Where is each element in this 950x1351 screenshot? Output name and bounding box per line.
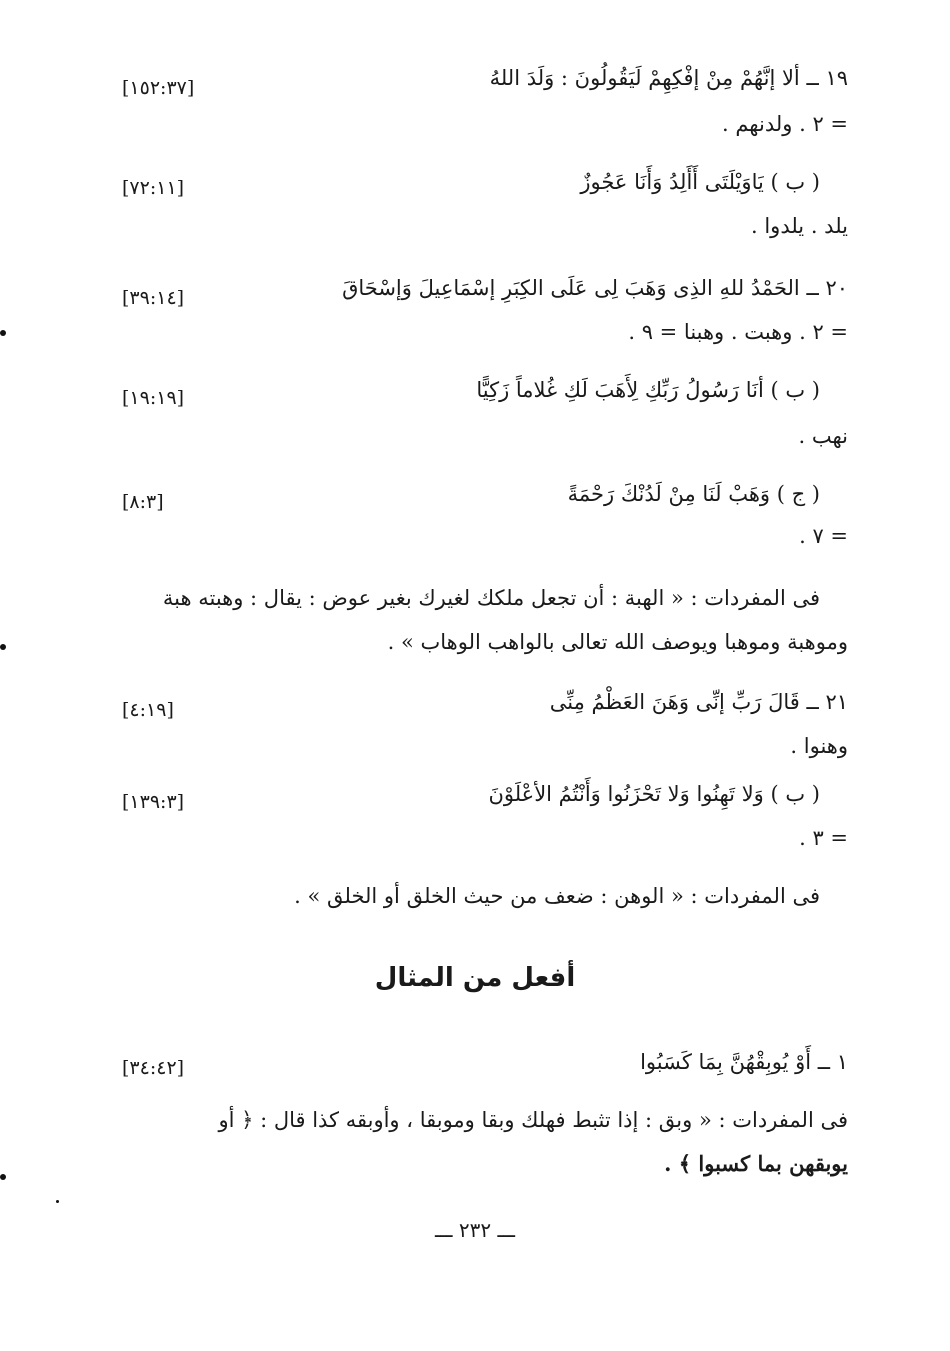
note-line: = ٧ . [799,524,848,548]
verse-reference: [٣٩:١٤] [122,287,185,309]
note-line: = ٣ . [799,826,848,850]
verse-reference: [٨:٣] [122,491,164,513]
verse-reference: [١٩:١٩] [122,387,185,409]
commentary-line: فى المفردات : « وبق : إذا تثبط فهلك وبقا وموبقا ، وأوبقه كذا قال : ﴿ أو [218,1108,848,1132]
note-line: = ٢ . وهبت . وهبنا = ٩ . [628,320,848,344]
verse-line: ٢١ ــ قَالَ رَبِّ إنِّى وَهَنَ العَظْمُ مِنِّى [549,690,848,714]
scan-mark [56,1200,59,1203]
verse-line: ( ج ) وَهَبْ لَنَا مِنْ لَدُنْكَ رَحْمَةً [567,482,820,506]
note-line: وهنوا . [790,734,848,758]
scan-mark [0,330,6,336]
section-heading: أفعل من المثال [374,963,576,993]
commentary-line: فى المفردات : « الهبة : أن تجعل ملكك لغيرك بغير عوض : يقال : وهبته هبة [162,586,820,610]
scan-mark [0,644,6,650]
commentary-line: فى المفردات : « الوهن : ضعف من حيث الخلق أو الخلق » . [294,884,820,908]
verse-reference: [١٥٢:٣٧] [122,77,195,99]
verse-line: ( ب ) أنَا رَسُولُ رَبِّكِ لِأَهَبَ لَكِ غُلاماً زَكِيًّا [476,378,820,402]
verse-reference: [٣٤:٤٢] [122,1057,185,1079]
verse-line: ١٩ ــ ألا إنَّهُمْ مِنْ إفْكِهِمْ لَيَقُولُونَ : وَلَدَ اللهُ [489,66,848,90]
verse-reference: [١٣٩:٣] [122,791,185,813]
note-line: = ٢ . ولدنهم . [721,112,848,136]
verse-line: ( ب ) وَلا تَهِنُوا وَلا تَحْزَنُوا وَأَنْتُمُ الأعْلَوْنَ [488,782,820,806]
page-number: ـــ ٢٣٢ ـــ [434,1218,516,1242]
scan-mark [0,1174,6,1180]
verse-line: ( ب ) يَاوَيْلَتَى أَأَلِدُ وَأَنَا عَجُوزٌ [580,170,820,194]
verse-line: ١ ــ أَوْ يُوبِقْهُنَّ بِمَا كَسَبُوا [640,1050,848,1074]
verse-reference: [٧٢:١١] [122,177,185,199]
commentary-line: وموهبة وموهبا ويوصف الله تعالى بالواهب الوهاب » . [387,630,848,654]
verse-reference: [٤:١٩] [122,699,174,721]
note-line: يلد . يلدوا . [751,214,848,238]
commentary-line: يوبقهن بما كسبوا ﴾ . [664,1151,848,1176]
verse-line: ٢٠ ــ الحَمْدُ للهِ الذِى وَهَبَ لِى عَلَى الكِبَرِ إسْمَاعِيلَ وَإسْحَاقَ [342,276,848,300]
note-line: نهب . [798,424,848,448]
